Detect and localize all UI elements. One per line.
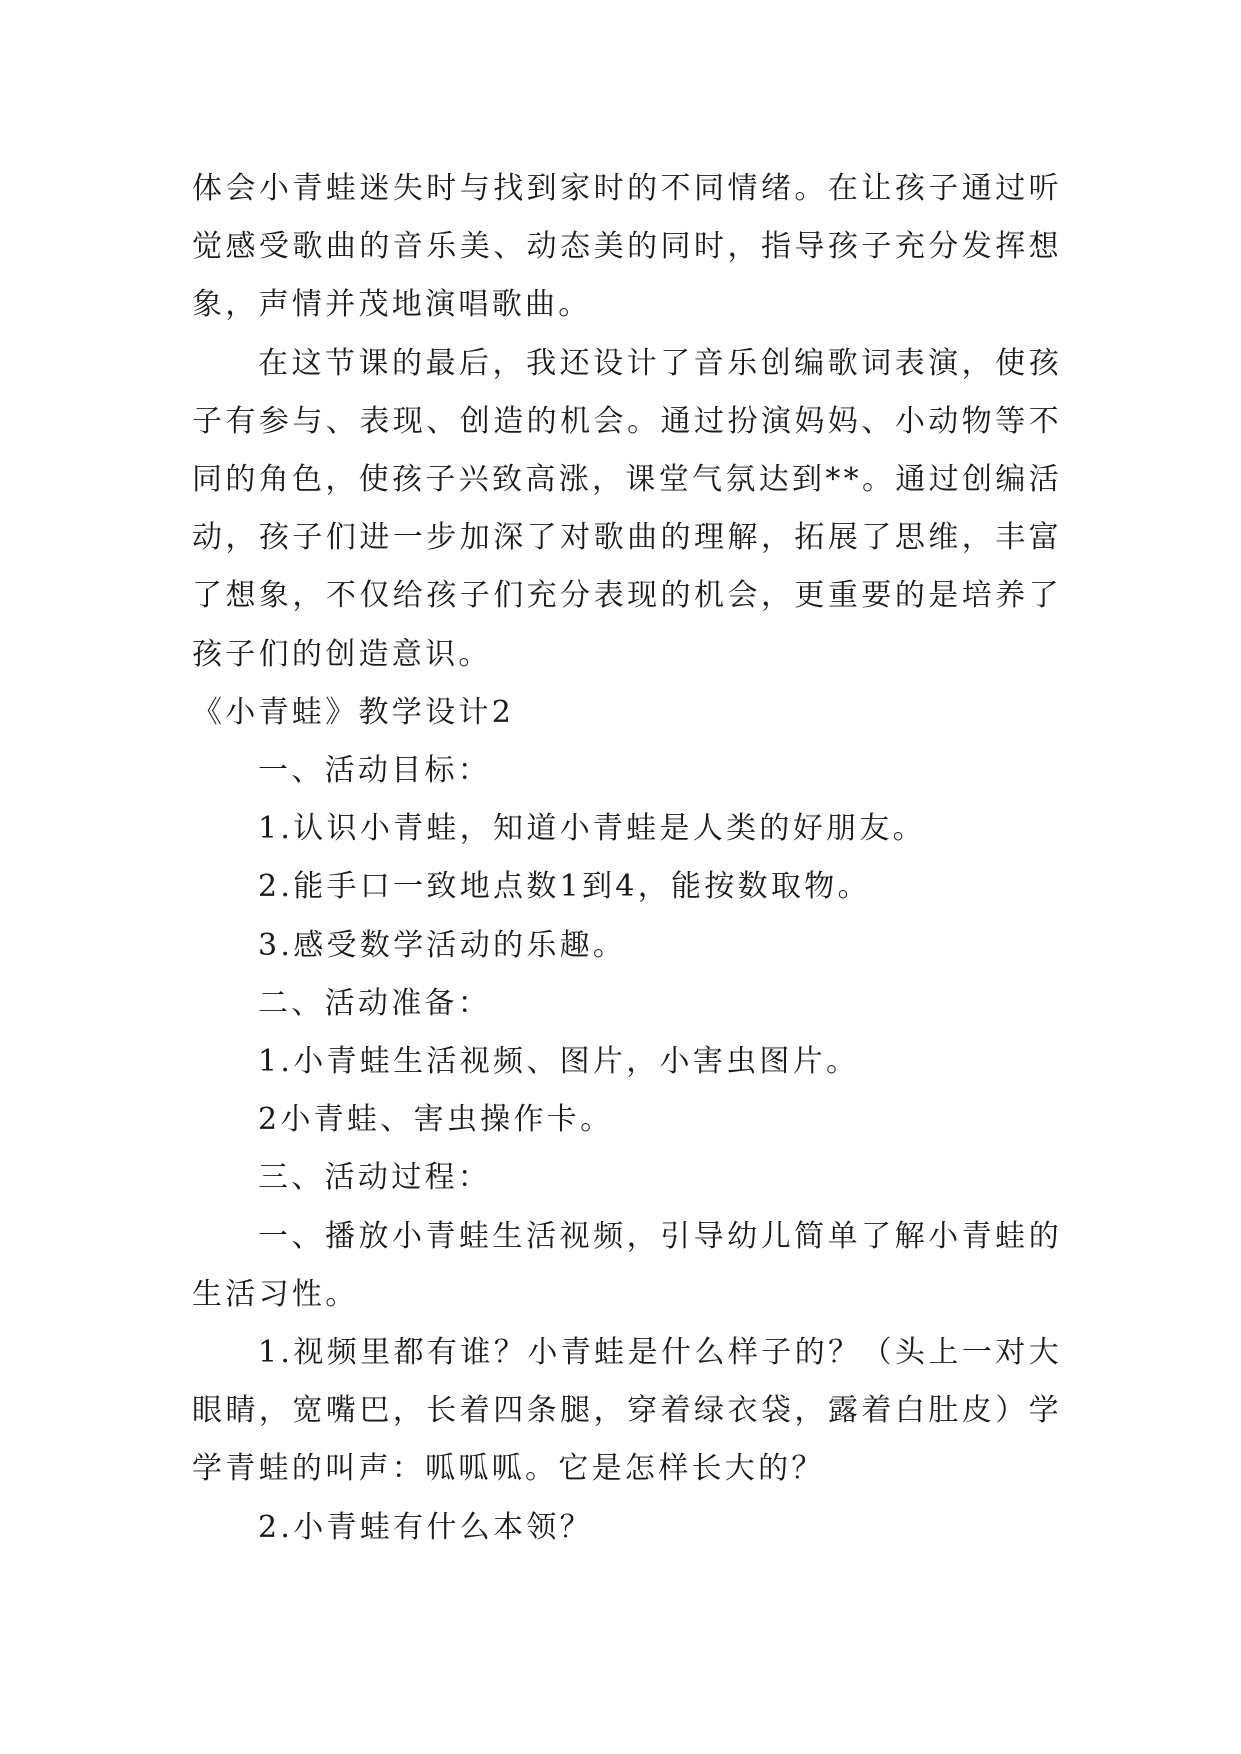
list-item-goal-3: 3.感受数学活动的乐趣。 xyxy=(258,927,627,963)
section-title: 《小青蛙》教学设计2 xyxy=(192,694,515,730)
process-step-1: 一、播放小青蛙生活视频，引导幼儿简单了解小青蛙的生活习性。 xyxy=(192,1218,1062,1312)
list-item-goal-1: 1.认识小青蛙，知道小青蛙是人类的好朋友。 xyxy=(258,811,926,847)
paragraph-continuation: 体会小青蛙迷失时与找到家时的不同情绪。在让孩子通过听觉感受歌曲的音乐美、动态美的同时，指导孩子充分发挥想象，声情并茂地演唱歌曲。 xyxy=(192,171,1062,323)
heading-activity-preparation: 二、活动准备： xyxy=(258,985,492,1021)
heading-activity-process: 三、活动过程： xyxy=(258,1160,492,1196)
paragraph-reflection: 在这节课的最后，我还设计了音乐创编歌词表演，使孩子有参与、表现、创造的机会。通过扮演妈妈、小动物等不同的角色，使孩子兴致高涨，课堂气氛达到**。通过创编活动，孩子们进一步加深了对歌曲的理解，拓展了思维，丰富了想象，不仅给孩子们充分表现的机会，更重要的是培养了孩子们的创造意识。 xyxy=(192,345,1062,672)
process-question-2: 2.小青蛙有什么本领？ xyxy=(258,1509,593,1545)
heading-activity-goals: 一、活动目标： xyxy=(258,753,492,789)
list-item-goal-2: 2.能手口一致地点数1到4，能按数取物。 xyxy=(258,869,871,905)
document-body xyxy=(192,160,1062,1557)
list-item-prep-2: 2小青蛙、害虫操作卡。 xyxy=(258,1102,614,1138)
process-question-1: 1.视频里都有谁？小青蛙是什么样子的？（头上一对大眼睛，宽嘴巴，长着四条腿，穿着绿衣袋，露着白肚皮）学学青蛙的叫声：呱呱呱。它是怎样长大的？ xyxy=(192,1335,1062,1487)
list-item-prep-1: 1.小青蛙生活视频、图片，小害虫图片。 xyxy=(258,1044,860,1080)
